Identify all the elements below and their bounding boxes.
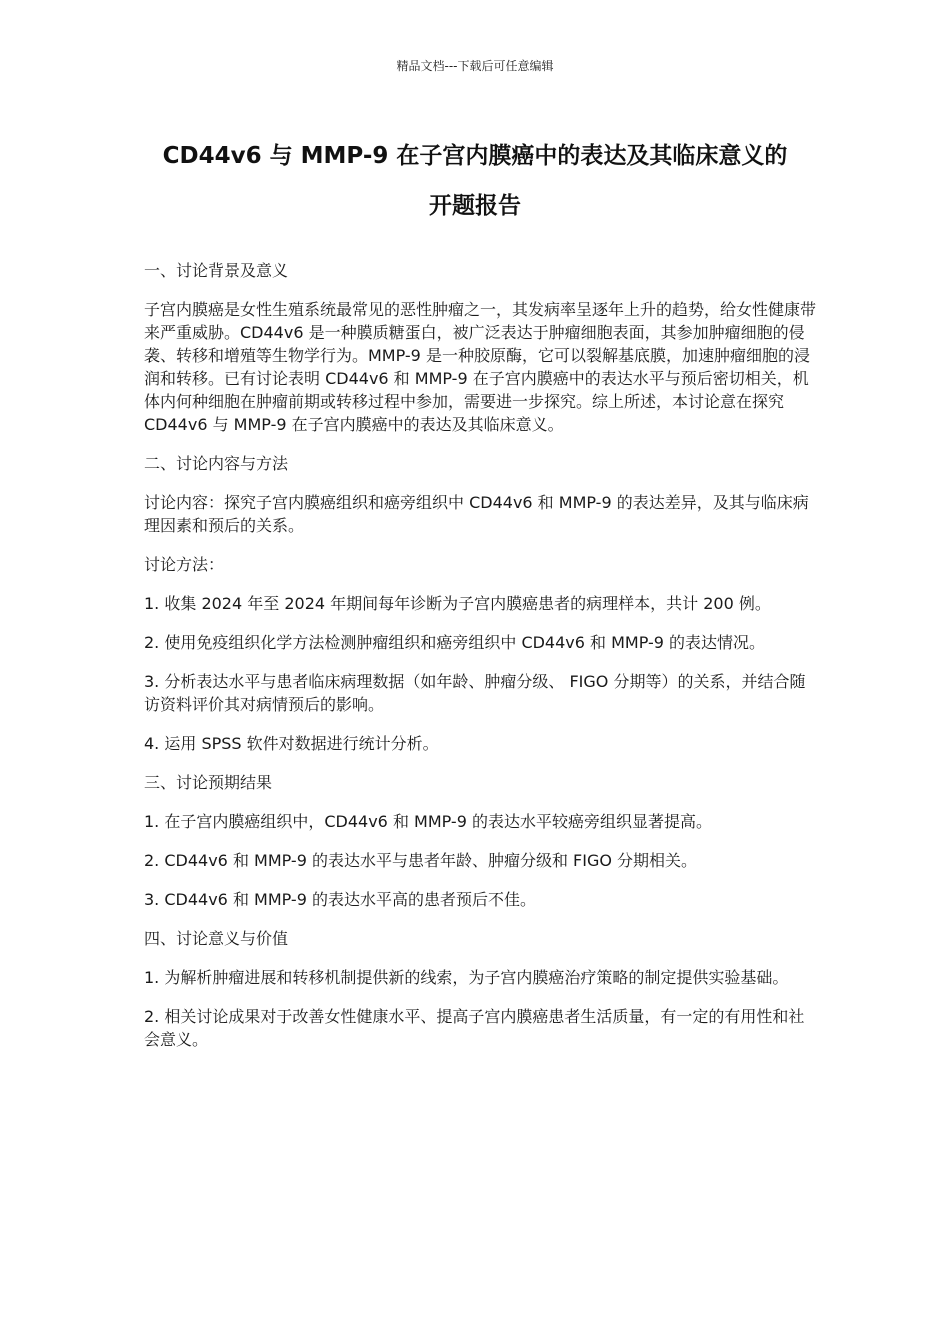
paragraph: 子宫内膜癌是女性生殖系统最常见的恶性肿瘤之一，其发病率呈逐年上升的趋势，给女性健康带来严重威胁。CD44v6 是一种膜质糖蛋白，被广泛表达于肿瘤细胞表面，其参加肿瘤细胞的侵袭、转移和增殖等生物学行为。MMP-9 是一种胶原酶，它可以裂解基底膜，加速肿瘤细胞的浸润和转移。已有讨论表明 CD44v6 和 MMP-9 在子宫内膜癌中的表达水平与预后密切相关，机体内何种细胞在肿瘤前期或转移过程中参加，需要进一步探究。综上所述，本讨论意在探究 CD44v6 与 MMP-9 在子宫内膜癌中的表达及其临床意义。 xyxy=(144,300,817,434)
title-line-2: 开题报告 xyxy=(429,193,521,219)
list-item: 1. 为解析肿瘤进展和转移机制提供新的线索，为子宫内膜癌治疗策略的制定提供实验基础。 xyxy=(144,968,789,987)
document-title xyxy=(100,131,850,231)
list-item: 1. 收集 2024 年至 2024 年期间每年诊断为子宫内膜癌患者的病理样本，共计 200 例。 xyxy=(144,594,771,613)
list-item: 4. 运用 SPSS 软件对数据进行统计分析。 xyxy=(144,734,439,753)
section-heading: 二、讨论内容与方法 xyxy=(144,454,289,473)
list-item: 2. CD44v6 和 MMP-9 的表达水平与患者年龄、肿瘤分级和 FIGO 分期相关。 xyxy=(144,851,698,870)
document-body xyxy=(144,259,816,1067)
list-item: 3. 分析表达水平与患者临床病理数据（如年龄、肿瘤分级、 FIGO 分期等）的关系，并结合随访资料评价其对病情预后的影响。 xyxy=(144,672,806,714)
title-line-1: CD44v6 与 MMP-9 在子宫内膜癌中的表达及其临床意义的 xyxy=(162,143,788,169)
list-item: 2. 使用免疫组织化学方法检测肿瘤组织和癌旁组织中 CD44v6 和 MMP-9 的表达情况。 xyxy=(144,633,766,652)
paragraph: 讨论内容：探究子宫内膜癌组织和癌旁组织中 CD44v6 和 MMP-9 的表达差异，及其与临床病理因素和预后的关系。 xyxy=(144,493,809,535)
section-heading: 三、讨论预期结果 xyxy=(144,773,273,792)
list-item: 1. 在子宫内膜癌组织中，CD44v6 和 MMP-9 的表达水平较癌旁组织显著提高。 xyxy=(144,812,712,831)
section-heading: 四、讨论意义与价值 xyxy=(144,929,289,948)
paragraph: 讨论方法： xyxy=(144,555,225,574)
header-note: 精品文档---下载后可任意编辑 xyxy=(396,59,554,73)
list-item: 2. 相关讨论成果对于改善女性健康水平、提高子宫内膜癌患者生活质量，有一定的有用性和社会意义。 xyxy=(144,1007,805,1049)
list-item: 3. CD44v6 和 MMP-9 的表达水平高的患者预后不佳。 xyxy=(144,890,536,909)
section-heading: 一、讨论背景及意义 xyxy=(144,261,289,280)
